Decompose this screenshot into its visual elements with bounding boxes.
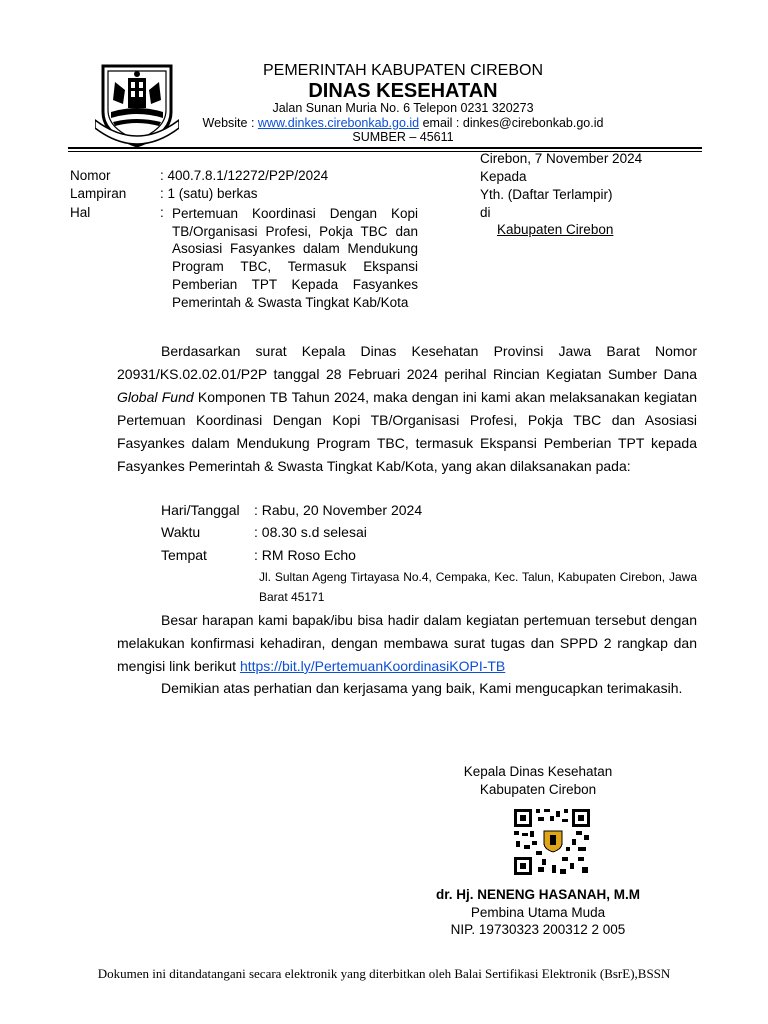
schedule-day-label: Hari/Tanggal [161, 502, 240, 518]
qr-code-signature-icon [512, 807, 592, 877]
website-link[interactable]: www.dinkes.cirebonkab.go.id [257, 116, 420, 130]
e-signature-footer-note: Dokumen ini ditandatangani secara elektronik yang diterbitkan oleh Balai Sertifikasi Elektronik (BsrE),BSSN [97, 966, 671, 981]
recipient-name: Yth. (Daftar Terlampir) [480, 187, 613, 202]
schedule-place-address: Jl. Sultan Ageng Tirtayasa No.4, Cempaka, Kec. Talun, Kabupaten Cirebon, Jawa Barat 45171 [259, 570, 697, 604]
global-fund-italic: Global Fund [117, 389, 194, 405]
kepada-label: Kepada [480, 169, 527, 184]
website-label: Website : [202, 116, 258, 130]
email-label: email : [419, 116, 463, 130]
letterhead-rule-thick [68, 147, 702, 149]
signer-name: dr. Hj. NENENG HASANAH, M.M [435, 887, 640, 902]
body-paragraph-1: Berdasarkan surat Kepala Dinas Kesehatan Provinsi Jawa Barat Nomor 20931/KS.02.02.01/P2P tanggal 28 Februari 2024 perihal Rincian Kegiatan Sumber Dana Global Fund Komponen TB Tahun 2024, maka dengan ini kami akan melaksanakan kegiatan Pertemuan Koordinasi Dengan Kopi TB/Organisasi Profesi, Pokja TBC dan Asosiasi Fasyankes dalam Mendukung Program TBC, termasuk Ekspansi Pemberian TPT kepada Fasyankes Pemerintah & Swasta Tingkat Kab/Kota, yang akan dilaksanakan pada: [117, 343, 697, 474]
letterhead-address: Jalan Sunan Muria No. 6 Telepon 0231 320273 [272, 101, 534, 115]
nomor-value: : 400.7.8.1/12272/P2P/2024 [160, 168, 329, 183]
letterhead-city-code: SUMBER – 45611 [352, 130, 454, 144]
schedule-time-value: : 08.30 s.d selesai [254, 524, 367, 540]
email-address: dinkes@cirebonkab.go.id [462, 116, 604, 130]
body-paragraph-2: Besar harapan kami bapak/ibu bisa hadir dalam kegiatan pertemuan tersebut dengan melakukan konfirmasi kehadiran, dengan membawa surat tugas dan SPPD 2 rangkap dan mengisi link berikut https://bit.ly/PertemuanKoordinasiKOPI-TB [117, 612, 697, 674]
schedule-day-value: : Rabu, 20 November 2024 [254, 502, 423, 518]
hal-value: Pertemuan Koordinasi Dengan Kopi TB/Organisasi Profesi, Pokja TBC dan Asosiasi Fasyankes dalam Mendukung Program TBC, Termasuk Ekspansi Pemberian TPT Kepada Fasyankes Pemerintah & Swasta Tingkat Kab/Kota [172, 206, 418, 310]
hal-label: Hal [70, 205, 91, 220]
letterhead-department: DINAS KESEHATAN [308, 80, 498, 102]
schedule-place-label: Tempat [161, 547, 207, 563]
body-paragraph-3: Demikian atas perhatian dan kerjasama yang baik, Kami mengucapkan terimakasih. [161, 680, 683, 696]
lampiran-label: Lampiran [70, 186, 127, 201]
signer-rank: Pembina Utama Muda [470, 905, 606, 920]
lampiran-value: : 1 (satu) berkas [160, 186, 258, 201]
letterhead-government: PEMERINTAH KABUPATEN CIREBON [262, 62, 544, 79]
registration-link[interactable]: https://bit.ly/PertemuanKoordinasiKOPI-TB [239, 658, 506, 674]
signature-title-2: Kabupaten Cirebon [479, 782, 597, 797]
di-label: di [480, 205, 491, 220]
schedule-time-label: Waktu [161, 524, 201, 540]
signature-title-1: Kepala Dinas Kesehatan [463, 764, 613, 779]
schedule-place-value: : RM Roso Echo [254, 547, 356, 563]
letterhead-contact [190, 116, 616, 130]
cirebon-regency-crest-icon [95, 60, 179, 148]
nomor-label: Nomor [70, 168, 111, 183]
signer-nip: NIP. 19730323 200312 2 005 [450, 922, 626, 937]
hal-colon: : [160, 205, 164, 220]
recipient-location: Kabupaten Cirebon [497, 222, 614, 237]
place-date: Cirebon, 7 November 2024 [480, 151, 643, 166]
